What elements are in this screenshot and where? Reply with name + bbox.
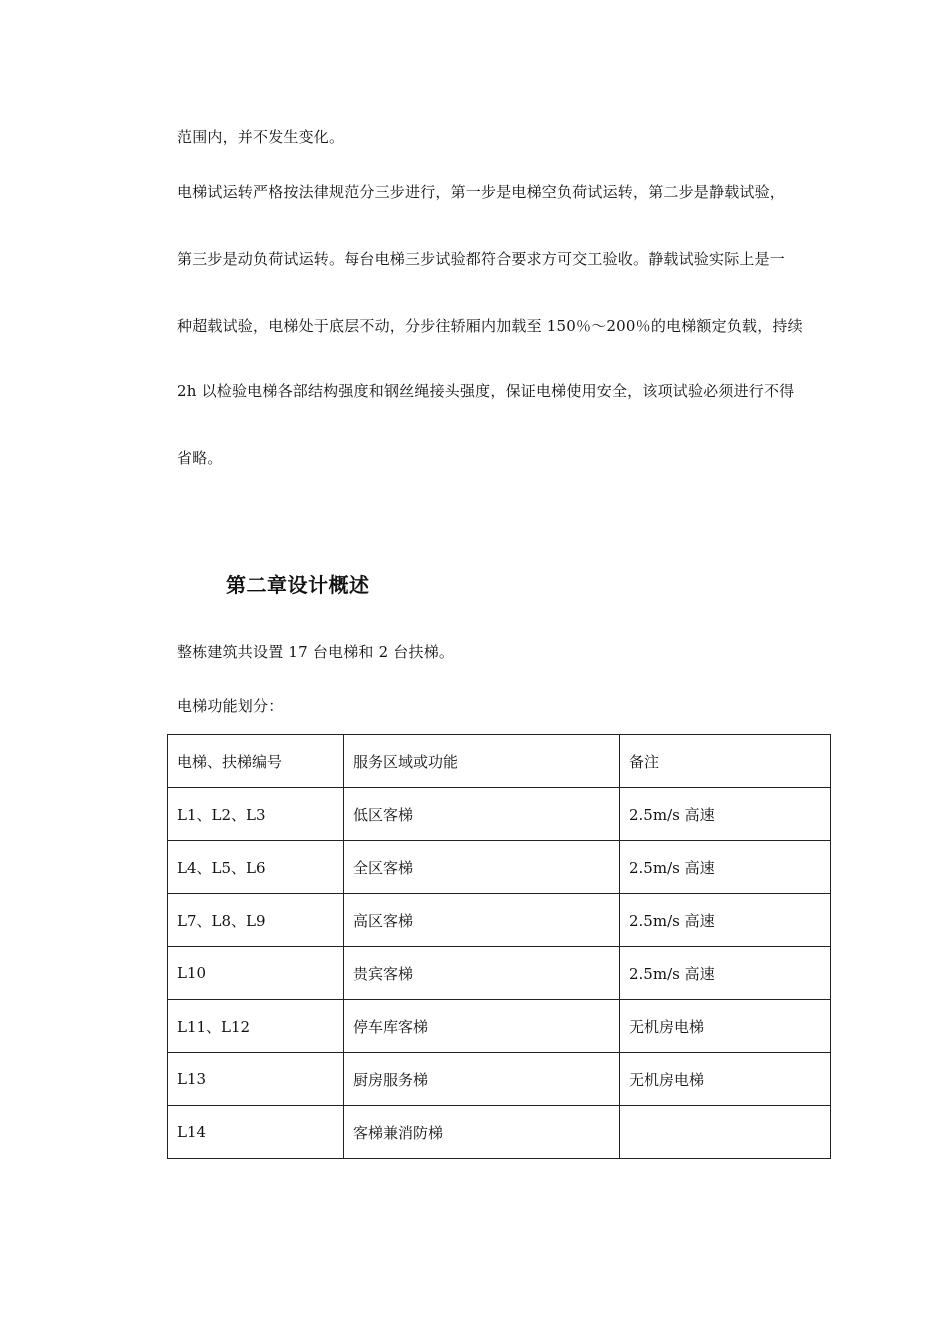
cell-function: 停车库客梯 [344,1000,620,1053]
table-caption: 电梯功能划分： [177,697,284,715]
paragraph-line: 2h 以检验电梯各部结构强度和钢丝绳接头强度，保证电梯使用安全，该项试验必须进行不得 [177,382,795,400]
cell-remark: 无机房电梯 [620,1053,831,1106]
cell-id: L1、L2、L3 [168,788,344,841]
table-row [168,894,831,947]
table-row [168,947,831,1000]
cell-function: 贵宾客梯 [344,947,620,1000]
cell-id: L13 [168,1053,344,1106]
cell-remark: 2.5m/s 高速 [620,841,831,894]
header-cell-function: 服务区域或功能 [344,735,620,788]
cell-id: L11、L12 [168,1000,344,1053]
paragraph-line: 种超载试验，电梯处于底层不动，分步往轿厢内加载至 150％～200％的电梯额定负载，持续 [177,317,803,335]
paragraph-line: 电梯试运转严格按法律规范分三步进行，第一步是电梯空负荷试运转，第二步是静载试验， [177,183,786,201]
cell-remark: 2.5m/s 高速 [620,947,831,1000]
elevator-summary: 整栋建筑共设置 17 台电梯和 2 台扶梯。 [177,643,455,661]
cell-function: 低区客梯 [344,788,620,841]
paragraph-line: 第三步是动负荷试运转。每台电梯三步试验都符合要求方可交工验收。静载试验实际上是一 [177,250,786,268]
table-row [168,1053,831,1106]
table-header-row [168,735,831,788]
paragraph-continuation: 范围内，并不发生变化。 [177,128,345,146]
table-row [168,788,831,841]
elevator-function-table [167,734,831,1159]
cell-id: L7、L8、L9 [168,894,344,947]
cell-id: L10 [168,947,344,1000]
cell-remark: 2.5m/s 高速 [620,894,831,947]
cell-remark [620,1106,831,1159]
cell-function: 客梯兼消防梯 [344,1106,620,1159]
table-row [168,1106,831,1159]
table-row [168,841,831,894]
cell-function: 高区客梯 [344,894,620,947]
header-cell-remark: 备注 [620,735,831,788]
cell-remark: 无机房电梯 [620,1000,831,1053]
table-row [168,1000,831,1053]
header-cell-id: 电梯、扶梯编号 [168,735,344,788]
paragraph-line: 省略。 [177,449,223,467]
cell-function: 全区客梯 [344,841,620,894]
chapter-title: 第二章设计概述 [226,573,370,597]
cell-function: 厨房服务梯 [344,1053,620,1106]
cell-id: L4、L5、L6 [168,841,344,894]
cell-remark: 2.5m/s 高速 [620,788,831,841]
cell-id: L14 [168,1106,344,1159]
